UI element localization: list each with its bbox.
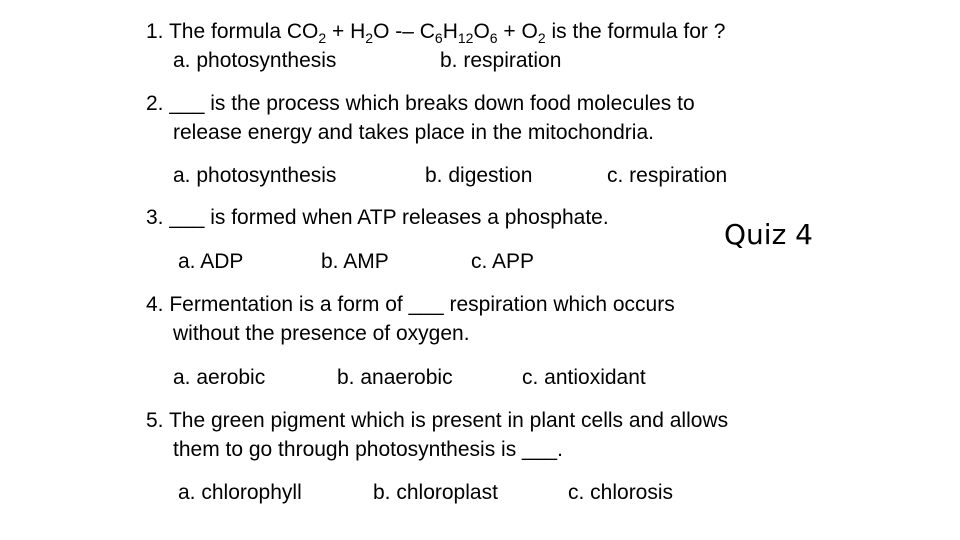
question-4-line-2: without the presence of oxygen. <box>173 322 470 345</box>
question-4-line-1: 4. Fermentation is a form of ___ respiration which occurs <box>146 293 675 316</box>
question-4-option-c: c. antioxidant <box>522 366 646 389</box>
question-4-option-b: b. anaerobic <box>337 366 453 389</box>
question-2-option-c: c. respiration <box>607 164 728 187</box>
question-3-option-b: b. AMP <box>321 250 389 273</box>
question-1-option-a: a. photosynthesis <box>173 49 337 72</box>
quiz-title: Quiz 4 <box>724 218 813 251</box>
question-3-option-c: c. APP <box>471 250 535 273</box>
question-4-option-a: a. aerobic <box>173 366 266 389</box>
question-2-option-a: a. photosynthesis <box>173 164 337 187</box>
question-5-option-a: a. chlorophyll <box>178 481 302 504</box>
question-5-option-b: b. chloroplast <box>373 481 498 504</box>
question-5-line-2: them to go through photosynthesis is ___. <box>173 438 563 461</box>
question-1-option-b: b. respiration <box>440 49 562 72</box>
question-3-option-a: a. ADP <box>178 250 244 273</box>
question-5-option-c: c. chlorosis <box>568 481 674 504</box>
question-1-text: 1. The formula $CO_2 + H_2O -- C_6H_{12}O_6 + O_2$ is the formula for ? <box>146 20 726 46</box>
question-5-line-1: 5. The green pigment which is present in plant cells and allows <box>146 409 729 432</box>
question-2-line-2: release energy and takes place in the mitochondria. <box>173 121 654 144</box>
question-3-line-1: 3. ___ is formed when ATP releases a phosphate. <box>146 206 609 229</box>
question-2-line-1: 2. ___ is the process which breaks down food molecules to <box>146 92 695 115</box>
question-2-option-b: b. digestion <box>425 164 533 187</box>
